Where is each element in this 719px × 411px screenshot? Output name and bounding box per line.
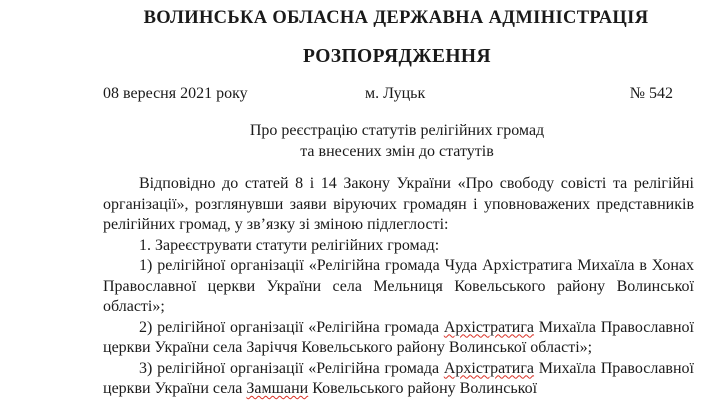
document-place: м. Луцьк: [365, 85, 426, 102]
subitem-2-paragraph: [103, 318, 694, 359]
subitem-3-text-start: 3) релігійної організації «Релігійна громада: [139, 359, 444, 377]
document-subject: [0, 120, 719, 162]
document-number: № 542: [629, 85, 673, 102]
spellcheck-flagged-word[interactable]: Архістратига: [443, 318, 535, 336]
document-type-heading: РОЗПОРЯДЖЕННЯ: [303, 46, 491, 67]
document-date: 08 вересня 2021 року: [103, 85, 248, 102]
organization-title: ВОЛИНСЬКА ОБЛАСНА ДЕРЖАВНА АДМІНІСТРАЦІЯ: [143, 8, 649, 28]
subitem-3-text-middle: Михаїла Православної церкви України села: [103, 359, 694, 397]
subject-line-2: та внесених змін до статутів: [300, 143, 494, 160]
item-1-paragraph: 1. Зареєструвати статути релігійних громад:: [139, 236, 440, 254]
subitem-3-text-end: Ковельського району Волинської: [308, 380, 538, 397]
subject-line-1: Про реєстрацію статутів релігійних громад: [249, 122, 545, 139]
subitem-3-paragraph: [103, 359, 694, 400]
document-body: [103, 174, 694, 400]
subitem-2-text-end: Михаїла Православної церкви України села Заріччя Ковельського району Волинської області»;: [103, 318, 694, 356]
spellcheck-flagged-word[interactable]: Архістратига: [443, 359, 535, 377]
document-meta-row: [103, 85, 673, 109]
subitem-1-paragraph: 1) релігійної організації «Релігійна громада Чуда Архістратига Михаїла в Хонах Православної церкви України села Мельниця Ковельського району Волинської області»;: [103, 257, 694, 315]
spellcheck-flagged-word[interactable]: Замшани: [246, 380, 309, 397]
subitem-2-text-start: 2) релігійної організації «Релігійна громада: [139, 318, 444, 336]
preamble-paragraph: Відповідно до статей 8 і 14 Закону України «Про свободу совісті та релігійні організації», розглянувши заяви віруючих громадян і уповноважених представників релігійних громад, у зв’язку зі зміною підлеглості:: [103, 175, 694, 233]
